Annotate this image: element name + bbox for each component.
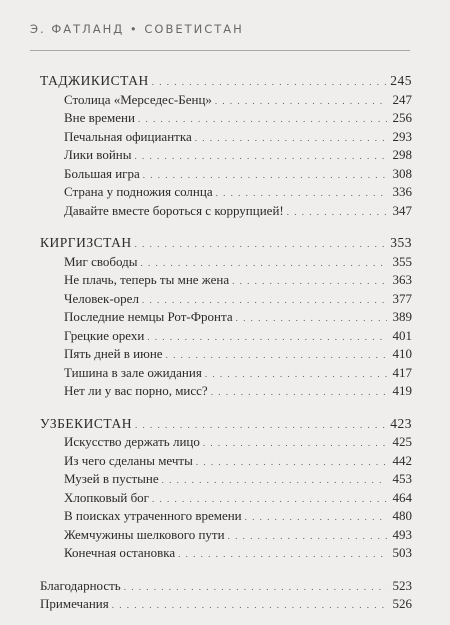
section-title: УЗБЕКИСТАН [40,415,132,431]
dot-leader [236,309,387,328]
page-number: 247 [392,91,412,107]
page-number: 464 [392,489,412,505]
toc-entry[interactable] [40,364,412,383]
entry-title: Жемчужины шелкового пути [64,526,225,542]
entry-title: Давайте вместе бороться с коррупцией! [64,202,284,218]
page-number: 503 [392,545,412,560]
dot-leader [287,203,387,222]
toc-section-heading[interactable] [40,234,412,253]
toc-section-heading[interactable] [40,72,412,91]
entry-title: Человек-орел [64,290,139,306]
toc-entry[interactable] [40,470,412,489]
dot-leader [215,92,387,111]
dot-leader [138,110,387,129]
dot-leader [166,346,387,365]
toc-entry[interactable] [40,308,412,327]
entry-title: Столица «Мерседес-Бенц» [64,91,212,107]
dot-leader [203,434,387,453]
page-number: 423 [390,415,412,431]
entry-title: Искусство держать лицо [64,434,200,449]
toc-entry[interactable] [40,544,412,563]
entry-title: Примечания [40,596,109,611]
toc-entry[interactable] [40,507,412,526]
toc-entry[interactable] [40,327,412,346]
toc-entry[interactable] [40,433,412,452]
dot-leader [178,545,387,564]
entry-title: В поисках утраченного времени [64,508,242,523]
entry-title: Вне времени [64,110,135,125]
page-number: 401 [392,327,412,343]
page-number: 480 [392,508,412,523]
entry-title: Из чего сделаны мечты [64,452,193,468]
toc-section-tajikistan [40,72,412,220]
page-number: 245 [390,73,412,88]
toc-entry[interactable] [40,128,412,147]
dot-leader [124,578,387,597]
page-number: 336 [392,184,412,199]
page-number: 453 [392,471,412,486]
entry-title: Конечная остановка [64,545,176,560]
dot-leader [135,416,387,435]
entry-title: Музей в пустыне [64,471,159,486]
toc-entry[interactable] [40,345,412,364]
page-number: 442 [392,452,412,468]
page-number: 347 [392,202,412,218]
dot-leader [195,129,387,148]
dot-leader [142,291,387,310]
entry-title: Последние немцы Рот-Фронта [64,309,233,324]
dot-leader [152,73,387,92]
entry-title: Страна у подножия солнца [64,184,213,199]
dot-leader [162,471,387,490]
toc-entry[interactable] [40,91,412,110]
running-head: Э. ФАТЛАНД • СОВЕТИСТАН [30,22,244,36]
toc-entry[interactable] [40,202,412,221]
entry-title: Лики войны [64,147,132,162]
dot-leader [232,272,387,291]
dot-leader [143,166,387,185]
page-number: 355 [392,253,412,269]
entry-title: Грецкие орехи [64,327,145,343]
dot-leader [245,508,387,527]
toc-entry[interactable] [40,165,412,184]
toc-entry[interactable] [40,146,412,165]
page-number: 425 [392,434,412,449]
page-number: 526 [392,596,412,611]
page-number: 389 [392,309,412,324]
page-number: 523 [392,577,412,593]
page-number: 256 [392,110,412,125]
toc-entry-acknowledgements[interactable] [40,577,412,596]
page-number: 417 [392,364,412,380]
section-title: ТАДЖИКИСТАН [40,73,149,88]
table-of-contents [40,72,412,614]
page-number: 410 [392,346,412,361]
dot-leader [147,328,387,347]
entry-title: Хлопковый бог [64,489,150,505]
toc-back-matter [40,577,412,614]
page-number: 353 [390,235,412,250]
section-title: КИРГИЗСТАН [40,235,132,250]
toc-entry[interactable] [40,183,412,202]
page-number: 363 [392,272,412,287]
entry-title: Тишина в зале ожидания [64,364,202,380]
page-number: 308 [392,165,412,181]
page-number: 293 [392,128,412,144]
toc-entry[interactable] [40,109,412,128]
entry-title: Нет ли у вас порно, мисс? [64,383,208,398]
dot-leader [141,254,387,273]
toc-section-uzbekistan [40,415,412,563]
page-number: 493 [392,526,412,542]
entry-title: Не плачь, теперь ты мне жена [64,272,230,287]
dot-leader [135,147,388,166]
toc-entry[interactable] [40,526,412,545]
dot-leader [211,383,387,402]
entry-title: Печальная официантка [64,128,192,144]
toc-entry[interactable] [40,452,412,471]
header-rule [30,50,410,51]
entry-title: Пять дней в июне [64,346,163,361]
toc-section-heading[interactable] [40,415,412,434]
dot-leader [216,184,387,203]
dot-leader [112,596,387,615]
toc-entry[interactable] [40,290,412,309]
toc-entry[interactable] [40,382,412,401]
dot-leader [205,365,387,384]
entry-title: Благодарность [40,577,121,593]
page-number: 298 [392,147,412,162]
dot-leader [196,453,387,472]
page-number: 377 [392,290,412,306]
entry-title: Миг свободы [64,253,138,269]
toc-entry[interactable] [40,489,412,508]
toc-entry[interactable] [40,253,412,272]
page-number: 419 [392,383,412,398]
dot-leader [228,527,387,546]
toc-entry-notes[interactable] [40,595,412,614]
toc-section-kyrgyzstan [40,234,412,401]
entry-title: Большая игра [64,165,140,181]
dot-leader [152,490,387,509]
dot-leader [135,235,387,254]
toc-entry[interactable] [40,271,412,290]
